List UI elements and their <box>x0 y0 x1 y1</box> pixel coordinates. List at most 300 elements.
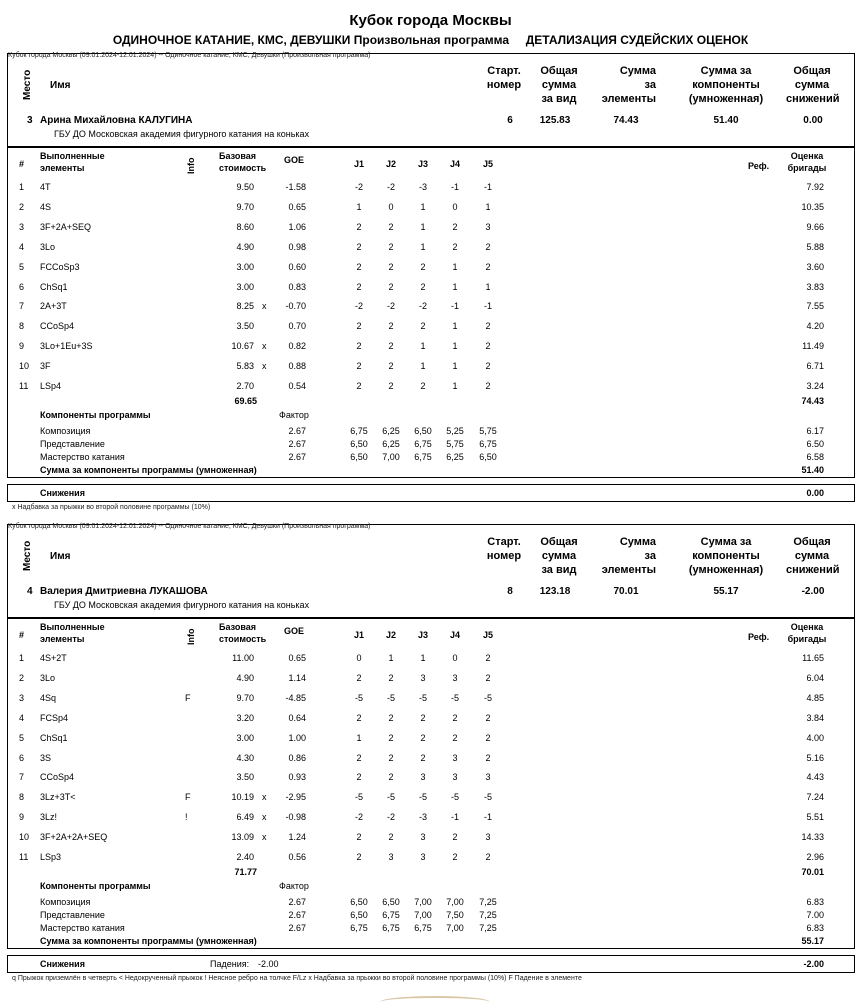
judge-score: 2 <box>485 852 491 862</box>
judge-score: 2 <box>452 712 458 723</box>
judge-score: 2 <box>485 653 491 663</box>
table-row <box>0 653 861 665</box>
panel-score-header: Оценка бригады <box>787 622 827 644</box>
judge-score: -2 <box>386 301 395 312</box>
component-judge-score: 6,75 <box>479 439 497 449</box>
panel-score: 5.16 <box>806 752 824 763</box>
judge-score: 2 <box>356 281 362 292</box>
table-row <box>0 361 861 373</box>
judge-score: 3 <box>420 852 426 862</box>
deductions-total-header: Общая сумма снижений <box>786 536 840 576</box>
element-number: 8 <box>19 321 25 332</box>
deductions-value: -2.00 <box>803 959 824 969</box>
base-value-total: 71.77 <box>234 867 257 877</box>
component-factor: 2.67 <box>288 923 306 933</box>
goe-value: 0.60 <box>288 261 306 272</box>
executed-elements-header: Выполненные элементы <box>40 622 105 644</box>
panel-score: 7.55 <box>806 301 824 312</box>
table-row <box>0 242 861 254</box>
component-judge-score: 5,25 <box>446 426 464 436</box>
base-value-header: Базовая стоимость <box>219 151 267 173</box>
second-half-bonus: x <box>262 341 267 352</box>
component-judge-score: 6,75 <box>382 910 400 920</box>
component-judge-score: 6,50 <box>382 897 400 907</box>
component-factor: 2.67 <box>288 439 306 449</box>
element-number: 1 <box>19 182 25 192</box>
component-factor: 2.67 <box>288 910 306 920</box>
base-value-total: 69.65 <box>234 396 257 406</box>
judge-score: -3 <box>418 182 427 192</box>
table-row <box>0 182 861 194</box>
info-header: Info <box>186 628 196 645</box>
event-line: Кубок города Москвы (09.01.2024-12.01.2024) -- Одиночное катание, КМС, Девушки (Произвольная программа) <box>8 523 371 530</box>
name-header: Имя <box>50 551 71 562</box>
element-code: FCSp4 <box>40 712 69 723</box>
base-value: 9.70 <box>236 692 254 703</box>
judge-header: J5 <box>482 159 493 169</box>
element-code: 3F+2A+SEQ <box>40 221 92 232</box>
judge-score: 2 <box>356 852 362 862</box>
component-judge-score: 6,50 <box>479 452 497 462</box>
judge-score: 2 <box>356 241 362 252</box>
element-number: 3 <box>19 692 25 703</box>
judge-score: -5 <box>483 792 492 803</box>
judge-score: 2 <box>485 752 491 763</box>
table-row <box>0 381 861 393</box>
judge-score: 1 <box>452 381 458 391</box>
skater-name: Арина Михайловна КАЛУГИНА <box>40 115 193 126</box>
element-code: ChSq1 <box>40 281 68 292</box>
falls-value: -2.00 <box>258 959 279 969</box>
base-value: 11.00 <box>232 653 254 663</box>
judge-score: -2 <box>386 182 395 192</box>
table-row <box>0 792 861 804</box>
panel-score: 7.92 <box>806 182 824 192</box>
judge-score: 2 <box>356 772 362 783</box>
judge-score: 2 <box>388 341 394 352</box>
element-number: 9 <box>19 341 25 352</box>
component-judge-score: 6,75 <box>414 923 432 933</box>
judge-score: 0 <box>388 201 394 212</box>
goe-value: -0.98 <box>285 812 306 823</box>
place-header: Место <box>22 540 33 571</box>
judge-header: J1 <box>353 630 364 640</box>
judge-score: 2 <box>388 221 394 232</box>
deductions-total-header: Общая сумма снижений <box>786 65 840 105</box>
start-number: 6 <box>507 115 513 126</box>
elements-sum-header: Сумма за элементы <box>601 65 656 105</box>
num-header: # <box>19 630 25 640</box>
total-score-header: Общая сумма за вид <box>540 65 578 105</box>
judge-score: -1 <box>450 301 459 312</box>
judge-score: 3 <box>388 852 394 862</box>
element-number: 6 <box>19 281 25 292</box>
judge-score: 3 <box>485 221 491 232</box>
referee-header: Реф. <box>748 161 770 171</box>
judge-score: -1 <box>483 812 492 823</box>
element-number: 10 <box>19 361 30 372</box>
judge-score: 0 <box>452 653 458 663</box>
component-name: Представление <box>40 439 105 449</box>
judge-score: 2 <box>388 281 394 292</box>
base-value: 8.25 <box>236 301 254 312</box>
component-judge-score: 7,25 <box>479 897 497 907</box>
judge-score: -3 <box>418 812 427 823</box>
judge-score: 2 <box>452 221 458 232</box>
judge-score: -5 <box>386 792 395 803</box>
referee-header: Реф. <box>748 632 770 642</box>
judge-score: 2 <box>388 752 394 763</box>
element-code: 4T <box>40 182 51 192</box>
base-value: 3.50 <box>236 772 254 783</box>
component-row <box>0 910 861 922</box>
judge-score: 0 <box>356 653 362 663</box>
component-score: 6.17 <box>806 426 824 436</box>
judge-score: 2 <box>356 321 362 332</box>
judge-score: -5 <box>418 792 427 803</box>
panel-score: 6.71 <box>806 361 824 372</box>
element-number: 5 <box>19 732 25 743</box>
judge-score: 2 <box>485 361 491 372</box>
goe-value: 1.00 <box>288 732 306 743</box>
components-header: Компоненты программы <box>40 881 151 891</box>
panel-score: 2.96 <box>806 852 824 862</box>
element-code: 3F+2A+2A+SEQ <box>40 832 108 843</box>
judge-score: 1 <box>356 201 362 212</box>
judge-score: 0 <box>452 201 458 212</box>
base-value: 3.00 <box>236 732 254 743</box>
factor-header: Фактор <box>279 410 309 420</box>
judge-score: 1 <box>485 201 491 212</box>
judge-score: 3 <box>420 772 426 783</box>
panel-score: 7.24 <box>806 792 824 803</box>
element-number: 7 <box>19 301 25 312</box>
components-sum-value: 55.17 <box>801 936 824 946</box>
second-half-bonus: x <box>262 832 267 843</box>
component-judge-score: 7,25 <box>479 910 497 920</box>
components-sum-header: Сумма за компоненты (умноженная) <box>688 65 764 105</box>
element-number: 11 <box>19 381 29 391</box>
base-value: 13.09 <box>231 832 254 843</box>
judge-score: 2 <box>388 832 394 843</box>
judge-score: 1 <box>388 653 394 663</box>
element-code: LSp4 <box>40 381 62 391</box>
component-score: 6.50 <box>806 439 824 449</box>
element-info: F <box>185 692 191 703</box>
components-score: 55.17 <box>713 586 739 597</box>
judge-score: 2 <box>356 361 362 372</box>
panel-score: 14.33 <box>801 832 824 843</box>
executed-elements-header: Выполненные элементы <box>40 151 105 173</box>
table-row <box>0 341 861 353</box>
component-row <box>0 897 861 909</box>
element-code: 2A+3T <box>40 301 67 312</box>
judge-score: 2 <box>388 361 394 372</box>
goe-value: 0.82 <box>288 341 306 352</box>
panel-score: 11.49 <box>802 341 824 352</box>
base-value: 6.49 <box>236 812 254 823</box>
component-judge-score: 6,50 <box>414 426 432 436</box>
panel-score: 4.85 <box>806 692 824 703</box>
panel-score: 5.88 <box>806 241 824 252</box>
panel-score: 10.35 <box>801 201 824 212</box>
element-code: 3Lz+3T< <box>40 792 76 803</box>
panel-score: 4.00 <box>806 732 824 743</box>
skater-section <box>0 471 861 969</box>
element-number: 11 <box>19 852 29 862</box>
goe-value: -4.85 <box>285 692 306 703</box>
base-value: 3.20 <box>236 712 254 723</box>
judge-score: 2 <box>420 752 426 763</box>
deductions-label: Снижения <box>40 488 85 498</box>
skater-club: ГБУ ДО Московская академия фигурного катания на коньках <box>54 129 310 139</box>
base-value: 2.40 <box>236 852 254 862</box>
element-info: ! <box>185 812 188 823</box>
components-score: 51.40 <box>713 115 739 126</box>
skater-section <box>0 0 861 498</box>
table-row <box>0 772 861 784</box>
judge-score: 1 <box>356 732 362 743</box>
component-judge-score: 7,25 <box>479 923 497 933</box>
judge-score: 2 <box>485 321 491 332</box>
second-half-bonus: x <box>262 812 267 823</box>
judge-score: 2 <box>388 241 394 252</box>
deductions-value: 0.00 <box>806 488 824 498</box>
judge-score: 3 <box>452 672 458 683</box>
component-factor: 2.67 <box>288 452 306 462</box>
footnote-first: x Надбавка за прыжки во второй половине программы (10%) <box>12 504 211 511</box>
table-row <box>0 693 861 705</box>
element-number: 7 <box>19 772 25 783</box>
judge-score: -2 <box>386 812 395 823</box>
goe-value: 1.24 <box>288 832 306 843</box>
goe-value: 0.64 <box>288 712 306 723</box>
component-score: 6.58 <box>806 452 824 462</box>
component-judge-score: 7,00 <box>414 897 432 907</box>
judge-header: J1 <box>353 159 364 169</box>
judge-score: -5 <box>483 692 492 703</box>
table-row <box>0 262 861 274</box>
judge-score: 1 <box>420 341 426 352</box>
table-row <box>0 202 861 214</box>
judge-score: 2 <box>388 261 394 272</box>
component-judge-score: 5,75 <box>446 439 464 449</box>
judge-score: -5 <box>354 692 363 703</box>
component-judge-score: 6,50 <box>350 897 368 907</box>
judge-score: 1 <box>420 653 426 663</box>
element-code: ChSq1 <box>40 732 68 743</box>
base-value-header: Базовая стоимость <box>219 622 267 644</box>
judge-header: J2 <box>385 159 396 169</box>
total-score-header: Общая сумма за вид <box>540 536 578 576</box>
skater-place: 4 <box>27 586 33 597</box>
component-name: Представление <box>40 910 105 920</box>
judge-score: -2 <box>354 301 363 312</box>
table-row <box>0 673 861 685</box>
table-row <box>0 713 861 725</box>
element-number: 8 <box>19 792 25 803</box>
element-number: 2 <box>19 201 25 212</box>
second-half-bonus: x <box>262 361 267 372</box>
judge-score: 2 <box>485 672 491 683</box>
num-header: # <box>19 159 25 169</box>
components-header: Компоненты программы <box>40 410 151 420</box>
judge-score: -5 <box>450 792 459 803</box>
component-judge-score: 7,00 <box>446 897 464 907</box>
goe-value: 0.88 <box>288 361 306 372</box>
judge-score: 1 <box>452 361 458 372</box>
judge-score: 2 <box>356 341 362 352</box>
judge-score: -2 <box>418 301 427 312</box>
base-value: 3.00 <box>236 261 254 272</box>
judge-score: 1 <box>485 281 491 292</box>
component-judge-score: 6,25 <box>382 439 400 449</box>
judge-score: 1 <box>452 321 458 332</box>
second-half-bonus: x <box>262 301 267 312</box>
judge-score: 3 <box>420 832 426 843</box>
judge-header: J5 <box>482 630 493 640</box>
table-row <box>0 852 861 864</box>
element-number: 9 <box>19 812 25 823</box>
start-number: 8 <box>507 586 513 597</box>
judge-header: J4 <box>449 630 460 640</box>
elements-score: 70.01 <box>613 586 639 597</box>
judge-score: 2 <box>452 241 458 252</box>
deductions-box <box>7 955 855 973</box>
judge-score: 2 <box>452 732 458 743</box>
components-sum-label: Сумма за компоненты программы (умноженная) <box>40 936 257 946</box>
judge-score: 2 <box>452 832 458 843</box>
component-judge-score: 6,25 <box>446 452 464 462</box>
goe-value: 0.56 <box>288 852 306 862</box>
component-judge-score: 5,75 <box>479 426 497 436</box>
judge-score: -1 <box>450 182 459 192</box>
component-judge-score: 7,00 <box>446 923 464 933</box>
judge-score: 2 <box>356 752 362 763</box>
judge-score: 3 <box>452 772 458 783</box>
judge-score: 1 <box>452 341 458 352</box>
deductions-score: 0.00 <box>803 115 823 126</box>
judge-score: 2 <box>356 221 362 232</box>
total-score: 125.83 <box>539 115 571 126</box>
panel-score: 9.66 <box>806 221 824 232</box>
event-line: Кубок города Москвы (09.01.2024-12.01.2024) -- Одиночное катание, КМС, Девушки (Произвольная программа) <box>8 52 371 59</box>
component-score: 6.83 <box>806 897 824 907</box>
base-value: 4.30 <box>236 752 254 763</box>
element-code: 3Lo <box>40 672 56 683</box>
element-number: 1 <box>19 653 25 663</box>
component-row <box>0 426 861 438</box>
judge-header: J3 <box>417 159 428 169</box>
goe-value: 1.06 <box>288 221 306 232</box>
judge-score: 1 <box>420 201 426 212</box>
component-judge-score: 6,75 <box>350 426 368 436</box>
falls-label: Падения: <box>210 959 250 969</box>
goe-value: 1.14 <box>288 672 306 683</box>
element-number: 4 <box>19 712 25 723</box>
base-value: 9.50 <box>236 182 254 192</box>
judge-header: J2 <box>385 630 396 640</box>
components-sum-value: 51.40 <box>801 465 824 475</box>
goe-value: 0.70 <box>288 321 306 332</box>
judge-score: -2 <box>354 182 363 192</box>
judge-score: 2 <box>420 381 426 391</box>
judge-score: -1 <box>450 812 459 823</box>
judge-score: 2 <box>388 321 394 332</box>
goe-value: -2.95 <box>285 792 306 803</box>
table-row <box>0 832 861 844</box>
goe-value: -1.58 <box>285 182 306 192</box>
deductions-label: Снижения <box>40 959 85 969</box>
element-info: F <box>185 792 191 803</box>
judge-score: 2 <box>485 341 491 352</box>
goe-value: 0.65 <box>288 201 306 212</box>
element-code: 4S <box>40 201 52 212</box>
watermark-arc <box>380 996 490 1008</box>
judge-score: 3 <box>485 832 491 843</box>
goe-header: GOE <box>284 626 305 636</box>
base-value: 3.50 <box>236 321 254 332</box>
judge-score: -5 <box>386 692 395 703</box>
component-score: 7.00 <box>806 910 824 920</box>
panel-score: 4.43 <box>806 772 824 783</box>
goe-value: 0.98 <box>288 241 306 252</box>
component-factor: 2.67 <box>288 897 306 907</box>
base-value: 2.70 <box>236 381 254 391</box>
judge-score: 2 <box>356 832 362 843</box>
judge-score: 3 <box>452 752 458 763</box>
judge-score: 2 <box>388 381 394 391</box>
component-row <box>0 452 861 464</box>
start-number-header: Старт. номер <box>486 536 522 562</box>
table-row <box>0 282 861 294</box>
element-code: CCoSp4 <box>40 321 75 332</box>
elements-total: 70.01 <box>801 867 824 877</box>
goe-value: 0.65 <box>288 653 306 663</box>
goe-value: 0.54 <box>288 381 306 391</box>
component-judge-score: 7,00 <box>414 910 432 920</box>
element-number: 3 <box>19 221 25 232</box>
component-judge-score: 6,75 <box>414 452 432 462</box>
total-score: 123.18 <box>539 586 571 597</box>
elements-total: 74.43 <box>801 396 824 406</box>
skater-name: Валерия Дмитриевна ЛУКАШОВА <box>40 586 208 597</box>
base-value: 10.19 <box>231 792 254 803</box>
judge-score: 1 <box>420 361 426 372</box>
element-code: FCCoSp3 <box>40 261 80 272</box>
component-factor: 2.67 <box>288 426 306 436</box>
judge-score: 2 <box>356 381 362 391</box>
component-judge-score: 6,75 <box>414 439 432 449</box>
judge-header: J4 <box>449 159 460 169</box>
element-code: LSp3 <box>40 852 62 862</box>
judge-score: -5 <box>418 692 427 703</box>
element-code: 4S+2T <box>40 653 67 663</box>
judge-score: 1 <box>452 261 458 272</box>
judge-score: 2 <box>356 261 362 272</box>
goe-header: GOE <box>284 155 305 165</box>
panel-score: 3.24 <box>806 381 824 391</box>
table-row <box>0 321 861 333</box>
skater-place: 3 <box>27 115 33 126</box>
judge-score: 2 <box>485 241 491 252</box>
judge-score: 2 <box>485 261 491 272</box>
panel-score-header: Оценка бригады <box>787 151 827 173</box>
element-number: 10 <box>19 832 30 843</box>
panel-score: 6.04 <box>806 672 824 683</box>
table-row <box>0 812 861 824</box>
component-name: Композиция <box>40 897 91 907</box>
